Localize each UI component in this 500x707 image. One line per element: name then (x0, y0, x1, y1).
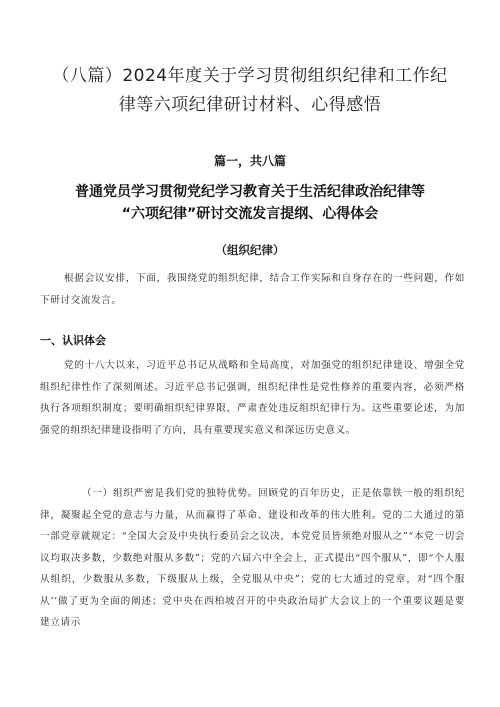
part-label: 篇一，共八篇 (213, 154, 286, 168)
body-paragraph-1: 党的十八大以来，习近平总书记从战略和全局高度，对加强党的组织纪律建设、增强全党组织纪律性作了深刻阐述。习近平总书记强调，组织纪律性是党性修养的重要内容，必须严格执行各项组织制度；要明确组织纪律界限，严肃查处违反组织纪律行为。这些重要论述，为加强党的组织纪律建设指明了方向，具有重要现实意义和深远历史意义。 (40, 360, 465, 436)
article-title-line-1: 普通党员学习贯彻党纪学习教育关于生活纪律政治纪律等 (75, 184, 425, 200)
document-title: （八篇）2024年度关于学习贯彻组织纪律和工作纪律等六项纪律研讨材料、心得感悟 (52, 66, 448, 115)
section-heading: 一、认识体会 (40, 334, 106, 347)
article-subtitle: （组织纪律） (215, 243, 285, 257)
intro-paragraph: 根据会议安排，下面，我围绕党的组织纪律，结合工作实际和自身存在的一些问题，作如下研讨交流发言。 (40, 273, 465, 306)
article-title (40, 181, 460, 225)
body-paragraph-2: （一）组织严密是我们党的独特优势。回顾党的百年历史，正是依靠铁一般的组织纪律，凝聚起全党的意志与力量，从而赢得了革命、建设和改革的伟大胜利。党的二大通过的第一部党章就规定：“全国大会及中央执行委员会之议决，本党党员皆须绝对服从之”“本党一切会议均取决多数，少数绝对服从多数”；党的六届六中全会上，正式提出“四个服从”，即“个人服从组织，少数服从多数，下级服从上级，全党服从中央”；党的七大通过的党章，对“四个服从’’做了更为全面的阐述；党中央在西柏坡召开的中央政治局扩大会议上的一个重要议题是要建立请示 (40, 488, 465, 628)
article-title-line-2: “六项纪律”研讨交流发言提纲、心得体会 (121, 206, 379, 222)
